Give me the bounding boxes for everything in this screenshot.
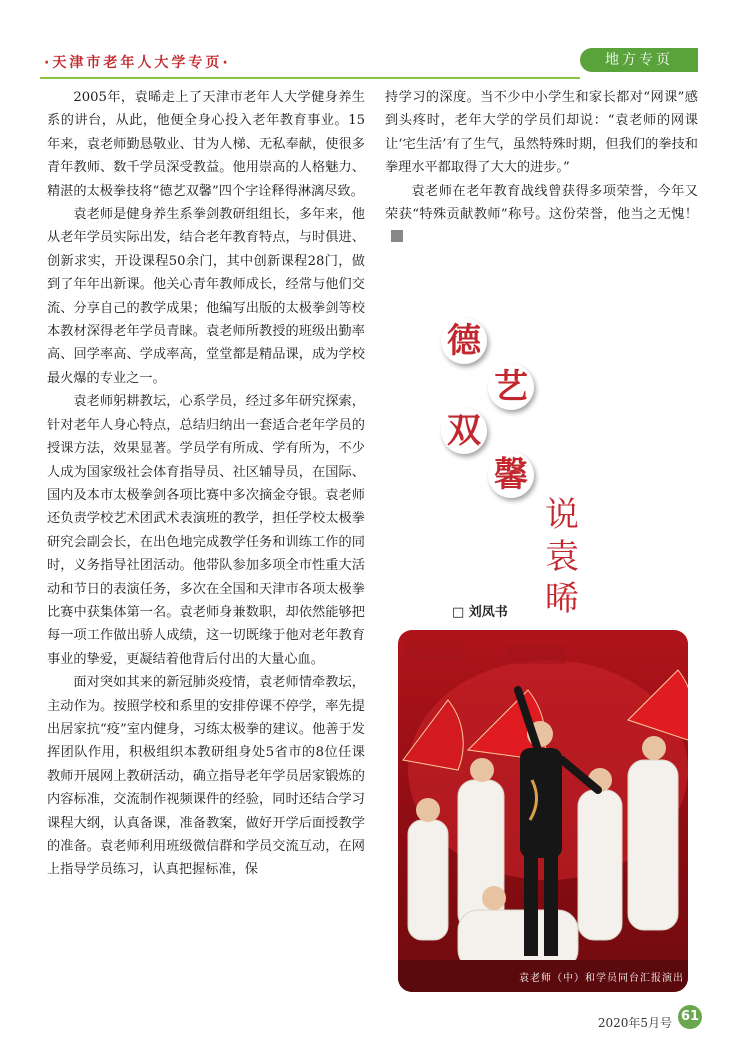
decor-char: 馨 [488, 452, 534, 498]
issue-label: 2020年5月号 [597, 1016, 672, 1030]
photo-illustration [398, 630, 688, 992]
article-title [540, 494, 584, 620]
paragraph: 面对突如其来的新冠肺炎疫情，袁老师情牵教坛，主动作为。按照学校和系里的安排停课不停学，率先提出居家抗“疫”室内健身，习练太极拳的建议。他善于发挥团队作用，积极组织本教研组身处5省市的8位任课教师开展网上教研活动，确立指导老年学员居家锻炼的内容标准，交流制作视频课件的经验，同时还结合学习课程大纲，认真备课，准备教案，做好开学后面授教学的准备。袁老师利用班级微信群和学员交流互动，在网上指导学员练习，认真把握标准，保 [47, 675, 365, 878]
decor-char: 德 [441, 318, 487, 364]
left-column [47, 86, 365, 882]
section-tag: 地方专页 [580, 48, 698, 72]
decor-char: 艺 [488, 364, 534, 410]
title-char: 说 [545, 495, 579, 535]
paragraph [385, 180, 698, 250]
end-mark [391, 230, 403, 242]
photo-caption: 袁老师（中）和学员同台汇报演出 [519, 973, 684, 984]
title-char: 晞 [545, 579, 579, 619]
paragraph: 持学习的深度。当不少中小学生和家长都对“网课”感到头疼时，老年大学的学员们却说：“袁老师的网课让‘宅生活’有了生气，虽然特殊时期，但我们的拳技和拳理水平都取得了大大的进步。” [385, 90, 698, 176]
header-rule [40, 77, 580, 79]
paragraph-text: 袁老师在老年教育战线曾获得多项荣誉，今年又荣获“特殊贡献教师”称号。这份荣誉，他当之无愧！ [385, 183, 698, 223]
paragraph: 袁老师躬耕教坛，心系学员，经过多年研究探索，针对老年人身心特点，总结归纳出一套适合老年学员的授课方法，效果显著。学员学有所成、学有所为，不少人成为国家级社会体育指导员、社区辅导员，在国际、国内及本市太极拳剑各项比赛中多次摘金夺银。袁老师还负责学校艺术团武术表演班的教学，担任学校太极拳研究会副会长，在出色地完成教学任务和训练工作的同时，义务指导社团活动。他带队参加多项全市性重大活动和节日的表演任务，多次在全国和天津市各项太极拳比赛中获集体第一名。袁老师身兼数职，却依然能够把每一项工作做出骄人成绩，这一切既缘于他对老年教育事业的挚爱，更凝结着他背后付出的大量心血。 [47, 394, 365, 667]
performance-photo [398, 630, 688, 992]
page-number: 61 [678, 1005, 702, 1029]
header-title: ·天津市老年人大学专页· [44, 55, 231, 71]
decor-char: 双 [441, 408, 487, 454]
title-char: 袁 [545, 537, 579, 577]
right-column [385, 86, 698, 250]
author-byline: □ 刘凤书 [452, 605, 508, 620]
paragraph: 袁老师是健身养生系拳剑教研组组长，多年来，他从老年学员实际出发，结合老年教育特点，与时俱进、创新求实，开设课程50余门，其中创新课程28门，做到了年年出新课。他关心青年教师成长，经常与他们交流、分享自己的教学成果；他编写出版的太极拳剑等校本教材深得老年学员青睐。袁老师所教授的班级出勤率高、回学率高、学成率高，堂堂都是精品课，成为学校最火爆的专业之一。 [47, 207, 365, 386]
paragraph: 2005年，袁晞走上了天津市老年人大学健身养生系的讲台，从此，他便全身心投入老年教育事业。15年来，袁老师勤恳敬业、甘为人梯、无私奉献，使很多青年教师、数千学员深受教益。他用崇高的人格魅力、精湛的太极拳技将“德艺双馨”四个字诠释得淋漓尽致。 [47, 90, 365, 199]
